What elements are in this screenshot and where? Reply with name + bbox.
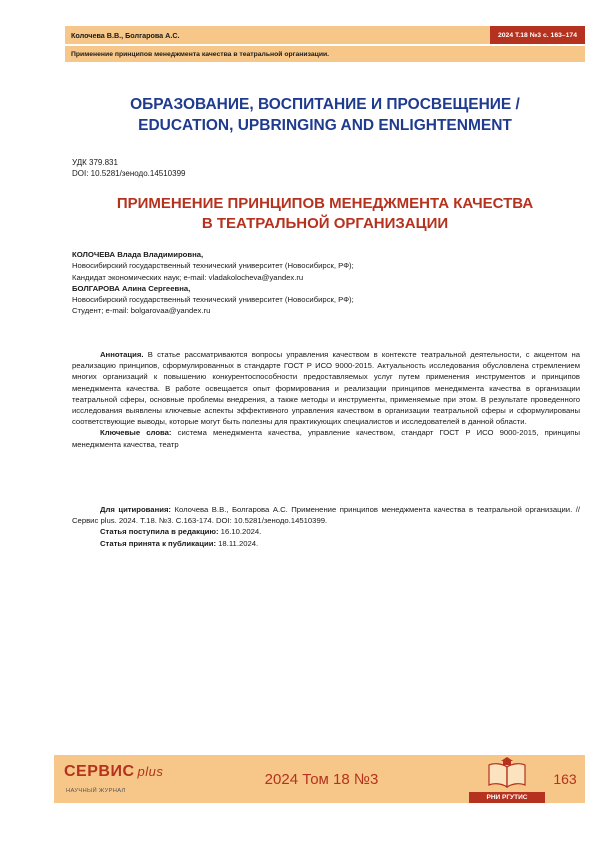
keywords-text: система менеджмента качества, управление качеством, стандарт ГОСТ Р ИСО 9000-2015, принципы менеджмента качества, театр [72,428,580,449]
paper-title-line1: ПРИМЕНЕНИЕ ПРИНЦИПОВ МЕНЕДЖМЕНТА КАЧЕСТВА [116,195,534,212]
logo-plus: plus [137,764,164,779]
section-title [65,94,585,136]
citation-block [72,504,580,549]
paper-title-line2: В ТЕАТРАЛЬНОЙ ОРГАНИЗАЦИИ [201,215,449,232]
author-details: Кандидат экономических наук; e-mail: vladakolocheva@yandex.ru [72,272,304,282]
paper-title [65,194,585,234]
section-title-line1: ОБРАЗОВАНИЕ, ВОСПИТАНИЕ И ПРОСВЕЩЕНИЕ / [130,96,520,113]
emblem-label: РНИ РГУТИС [469,792,545,803]
accepted-label: Статья принята к публикации: [100,538,217,548]
abstract-paragraph [72,349,580,427]
book-emblem-icon [487,757,527,791]
abstract-label: Аннотация. [100,350,144,359]
page-footer [54,755,585,803]
section-title-line2: EDUCATION, UPBRINGING AND ENLIGHTENMENT [138,117,512,134]
udk: УДК 379.831 [72,158,118,167]
author-details: Студент; e-mail: bolgarovaa@yandex.ru [72,306,211,316]
udk-doi-block [72,157,185,179]
running-header-authors: Колочева В.В., Болгарова А.С. [71,30,180,40]
accepted-paragraph [72,538,580,549]
doi: DOI: 10.5281/зенодо.14510399 [72,169,186,178]
logo-subtitle: НАУЧНЫЙ ЖУРНАЛ [66,788,126,794]
logo-word: СЕРВИС [64,763,135,780]
authors-block [72,249,354,317]
author-name: БОЛГАРОВА Алина Сергеевна, [72,283,191,293]
abstract [72,349,580,450]
received-paragraph [72,526,580,537]
page-number: 163 [553,771,577,787]
author-name: КОЛОЧЕВА Влада Владимировна, [72,250,204,259]
author-affiliation: Новосибирский государственный технический университет (Новосибирск, РФ); [72,261,354,271]
running-header [65,26,585,44]
running-header-issue: 2024 Т.18 №3 с. 163–174 [490,26,585,44]
received-date: 16.10.2024. [218,527,262,537]
citation-label: Для цитирования: [100,505,171,514]
abstract-text: В статье рассматриваются вопросы управления качеством в контексте театральной деятельности, с акцентом на реализацию принципов, сформулированных в стандарте ГОСТ Р ИСО 9000-2015. Актуальность исследования обусловлена стремлением многих организаций к повышению конкурентоспособности предоставляемых услуг путем применения инструментов и принципов менеджмента качества. В работе освещается опыт формирования и реализации принципов менеджмента качества в организации театральной сферы, основные проблемы внедрения, а также методы и инструменты, применяемые при этом. В результате проведенного исследования выявлены ключевые аспекты эффективного управления качеством в организации театральной сферы и сформулированы соответствующие выводы, которые могут быть полезны для практикующих специалистов и исследователей в данной области. [72,350,580,427]
running-header-title-bar [65,46,585,62]
citation-text: Колочева В.В., Болгарова А.С. Применение принципов менеджмента качества в театральной организации. // Сервис plus. 2024. Т.18. №3. С.163-174. DOI: 10.5281/зенодо.14510399. [72,505,580,526]
journal-logo [54,755,174,803]
footer-issue: 2024 Том 18 №3 [264,770,379,788]
journal-logo-text [64,763,163,781]
keywords-label: Ключевые слова: [100,428,172,438]
author-affiliation: Новосибирский государственный технический университет (Новосибирск, РФ); [72,295,354,305]
keywords-paragraph [72,427,580,449]
university-emblem [469,755,545,803]
citation-paragraph [72,504,580,526]
running-header-article-title: Применение принципов менеджмента качества в театральной организации. [71,50,330,58]
received-label: Статья поступила в редакцию: [100,527,219,537]
accepted-date: 18.11.2024. [216,538,259,548]
